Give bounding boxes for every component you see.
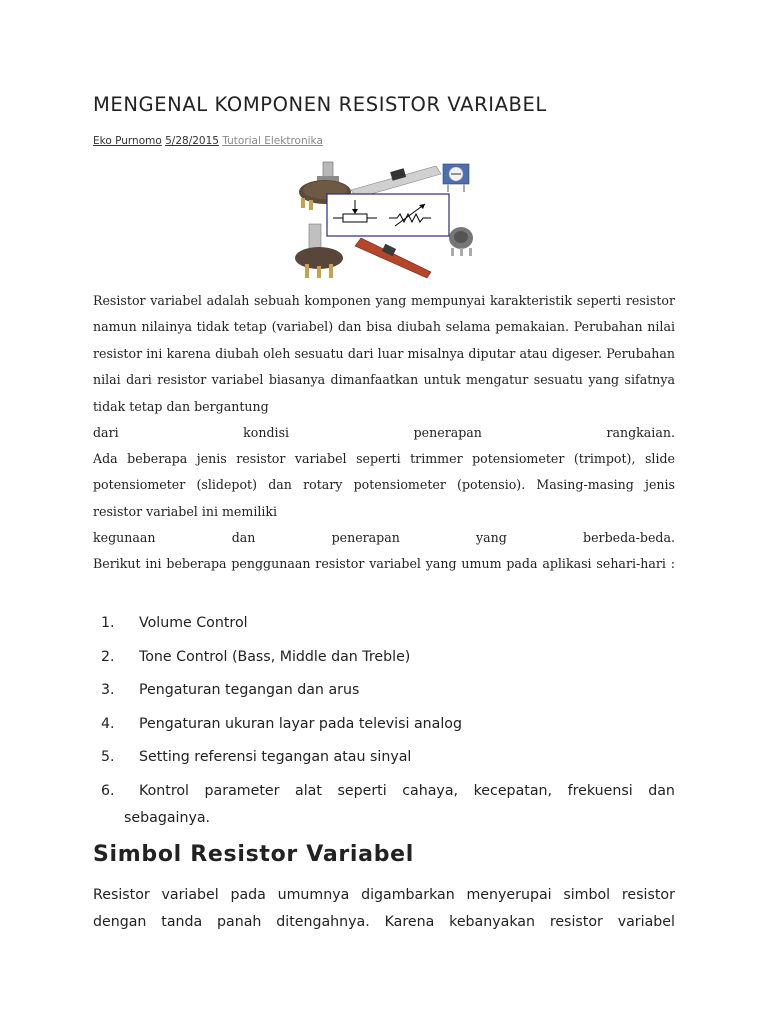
list-item-number: 3.	[101, 682, 115, 698]
word: variabel	[617, 913, 675, 930]
word: resistor	[621, 887, 675, 903]
list-item	[93, 610, 675, 644]
word: seperti	[337, 782, 387, 799]
list-item-text: Volume Control	[139, 615, 248, 631]
word: kegunaan	[93, 530, 156, 546]
word: kecepatan,	[473, 782, 553, 799]
resistor-variable-photo	[291, 160, 481, 280]
word: parameter	[204, 782, 280, 799]
list-item-text: Setting referensi tegangan atau sinyal	[139, 749, 412, 765]
resistor-symbol-box	[327, 194, 449, 236]
word: beberapa	[166, 556, 227, 571]
author-link[interactable]: Eko Purnomo	[93, 135, 162, 147]
article-title: MENGENAL KOMPONEN RESISTOR VARIABEL	[93, 93, 547, 116]
list-item	[93, 677, 675, 711]
list-item-text: Pengaturan ukuran layar pada televisi analog	[139, 715, 462, 732]
word: variabel	[369, 556, 421, 571]
paragraph-types	[93, 446, 675, 552]
word: pada	[230, 887, 266, 903]
word: alat	[295, 782, 322, 799]
word: digambarkan	[361, 887, 455, 903]
word: kebanyakan	[449, 913, 535, 930]
word: pada	[506, 556, 538, 571]
list-item	[93, 711, 675, 745]
word: Karena	[384, 913, 435, 930]
word: dari	[93, 425, 119, 441]
word: frekuensi	[567, 782, 633, 799]
word: kondisi	[243, 425, 290, 441]
paragraph-symbol-line	[93, 909, 675, 936]
list-item-number: 4.	[101, 715, 115, 732]
word: yang	[425, 556, 457, 571]
list-item	[93, 644, 675, 678]
word: panah	[217, 913, 262, 930]
trimpot-top-right	[443, 164, 469, 192]
paragraph-definition-body: Resistor variabel adalah sebuah komponen yang mempunyai karakteristik seperti resistor namun nilainya tidak tetap (variabel) dan bisa diubah selama pemakaian. Perubahan nilai resistor ini karena diubah oleh sesuatu dari luar misalnya diputar atau digeser. Perubahan nilai dari resistor variabel biasanya dimanfaatkan untuk mengatur sesuatu yang sifatnya tidak tetap dan bergantung	[93, 293, 675, 414]
paragraph-types-body: Ada beberapa jenis resistor variabel seperti trimmer potensiometer (trimpot), slide potensiometer (slidepot) dan rotary potensiometer (potensio). Masing-masing jenis resistor variabel ini memiliki	[93, 451, 675, 519]
word: ini	[145, 556, 162, 571]
word: penerapan	[331, 530, 400, 546]
uses-list	[93, 610, 675, 826]
rotary-pot-bottom-right	[449, 227, 473, 256]
word: cahaya,	[402, 782, 459, 799]
list-item	[93, 778, 675, 826]
word: rangkaian.	[606, 425, 675, 441]
slide-pot-bottom	[355, 238, 431, 278]
word: berbeda-beda.	[583, 530, 675, 546]
list-item-number: 6.	[101, 782, 115, 799]
word: dengan	[93, 913, 147, 930]
paragraph-definition	[93, 288, 675, 446]
word: sehari-hari	[596, 556, 666, 571]
word: yang	[476, 530, 507, 546]
word: :	[670, 556, 675, 571]
list-item-text: Pengaturan tegangan dan arus	[139, 682, 360, 698]
paragraph-types-last-line	[93, 525, 675, 551]
word: penerapan	[413, 425, 482, 441]
word: umum	[461, 556, 502, 571]
word: ditengahnya.	[276, 913, 370, 930]
post-date-link[interactable]: 5/28/2015	[165, 135, 219, 147]
word: resistor	[315, 556, 365, 571]
post-meta	[93, 135, 323, 147]
list-item-number: 5.	[101, 749, 115, 765]
list-item-text	[139, 778, 675, 805]
word: simbol	[563, 887, 611, 903]
word: Berikut	[93, 556, 141, 571]
paragraph-uses-intro	[93, 551, 675, 577]
word: umumnya	[277, 887, 350, 903]
word: menyerupai	[466, 887, 552, 903]
paragraph-definition-last-line	[93, 420, 675, 446]
section-heading: Simbol Resistor Variabel	[93, 842, 415, 867]
word: dan	[648, 782, 675, 799]
list-item-continuation: sebagainya.	[124, 809, 211, 826]
list-item-number: 1.	[101, 615, 115, 631]
word: dan	[231, 530, 256, 546]
paragraph-symbol-line	[93, 882, 675, 909]
category-link[interactable]: Tutorial Elektronika	[222, 135, 323, 147]
list-item-text: Tone Control (Bass, Middle dan Treble)	[139, 648, 411, 665]
word: tanda	[161, 913, 203, 930]
word: Kontrol	[139, 782, 189, 799]
word: aplikasi	[542, 556, 592, 571]
word: resistor	[549, 913, 603, 930]
list-item	[93, 744, 675, 778]
word: penggunaan	[231, 556, 311, 571]
word: Resistor	[93, 887, 150, 903]
paragraph-symbol	[93, 882, 675, 935]
paragraph-uses-intro-line	[93, 551, 675, 577]
slide-pot-top	[351, 166, 441, 198]
list-item-number: 2.	[101, 648, 115, 665]
word: variabel	[161, 887, 219, 903]
